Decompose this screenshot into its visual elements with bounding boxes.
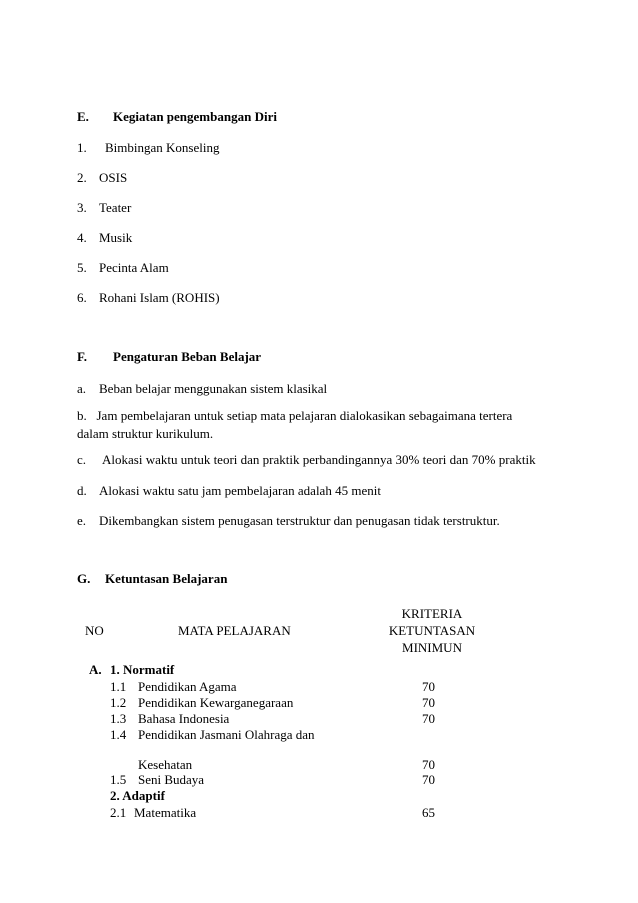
section-f-title: Pengaturan Beban Belajar — [113, 349, 262, 364]
table-row-number: 2.1 — [110, 805, 127, 820]
table-row-name: Seni Budaya — [138, 772, 205, 787]
list-item: Jam pembelajaran untuk setiap mata pelajaran dialokasikan sebagaimana tertera dalam struktur kurikulum. — [77, 408, 513, 441]
table-header-no: NO — [85, 623, 104, 638]
list-item-number: 2. — [77, 170, 87, 185]
list-item: OSIS — [99, 170, 128, 185]
table-row-name: Matematika — [134, 805, 197, 820]
table-header-criteria: MINIMUN — [402, 640, 462, 655]
list-item: Alokasi waktu untuk teori dan praktik perbandingannya 30% teori dan 70% praktik — [102, 452, 536, 467]
section-g-letter: G. — [77, 571, 91, 586]
table-row-value: 70 — [422, 711, 435, 726]
list-item: Pecinta Alam — [99, 260, 169, 275]
list-item-number: e. — [77, 513, 87, 528]
list-item: Musik — [99, 230, 133, 245]
subgroup-label: 2. Adaptif — [110, 788, 165, 803]
list-item: Rohani Islam (ROHIS) — [99, 290, 220, 305]
list-item-number: d. — [77, 483, 87, 498]
table-row-value: 70 — [422, 772, 435, 787]
list-item-number: 6. — [77, 290, 87, 305]
section-g-title: Ketuntasan Belajaran — [105, 571, 228, 586]
table-header-subject: MATA PELAJARAN — [178, 623, 291, 638]
table-row-number: 1.5 — [110, 772, 127, 787]
subgroup-label: 1. Normatif — [110, 662, 175, 677]
table-row-number: 1.4 — [110, 727, 127, 742]
table-row-name: Pendidikan Kewarganegaraan — [138, 695, 294, 710]
list-item-number: b. — [77, 408, 87, 423]
table-row-number: 1.1 — [110, 679, 127, 694]
list-item-number: c. — [77, 452, 87, 467]
table-header-criteria: KRITERIA — [401, 606, 463, 621]
table-row-number: 1.2 — [110, 695, 127, 710]
list-item-number: 4. — [77, 230, 87, 245]
table-row-number: 1.3 — [110, 711, 127, 726]
list-item: Dikembangkan sistem penugasan terstruktur dan penugasan tidak terstruktur. — [99, 513, 500, 528]
list-item: Teater — [99, 200, 132, 215]
list-item: Bimbingan Konseling — [105, 140, 220, 155]
list-item-number: 1. — [77, 140, 87, 155]
table-row-value: 70 — [422, 757, 435, 772]
table-row-value: 70 — [422, 679, 435, 694]
table-row-name: Pendidikan Agama — [138, 679, 237, 694]
section-e-title: Kegiatan pengembangan Diri — [113, 109, 277, 124]
list-item-number: a. — [77, 381, 87, 396]
list-item: Beban belajar menggunakan sistem klasikal — [99, 381, 328, 396]
list-item: Alokasi waktu satu jam pembelajaran adalah 45 menit — [99, 483, 381, 498]
group-label: A. — [89, 662, 102, 677]
table-row-name: Bahasa Indonesia — [138, 711, 230, 726]
table-header-criteria: KETUNTASAN — [388, 623, 476, 638]
section-f-letter: F. — [77, 349, 87, 364]
section-e-letter: E. — [77, 109, 89, 124]
table-row-value: 65 — [422, 805, 435, 820]
table-row-name: Kesehatan — [138, 757, 193, 772]
table-row-value: 70 — [422, 695, 435, 710]
list-item-wrapped — [77, 407, 543, 443]
table-row-name: Pendidikan Jasmani Olahraga dan — [138, 727, 315, 742]
list-item-number: 3. — [77, 200, 87, 215]
list-item-number: 5. — [77, 260, 87, 275]
